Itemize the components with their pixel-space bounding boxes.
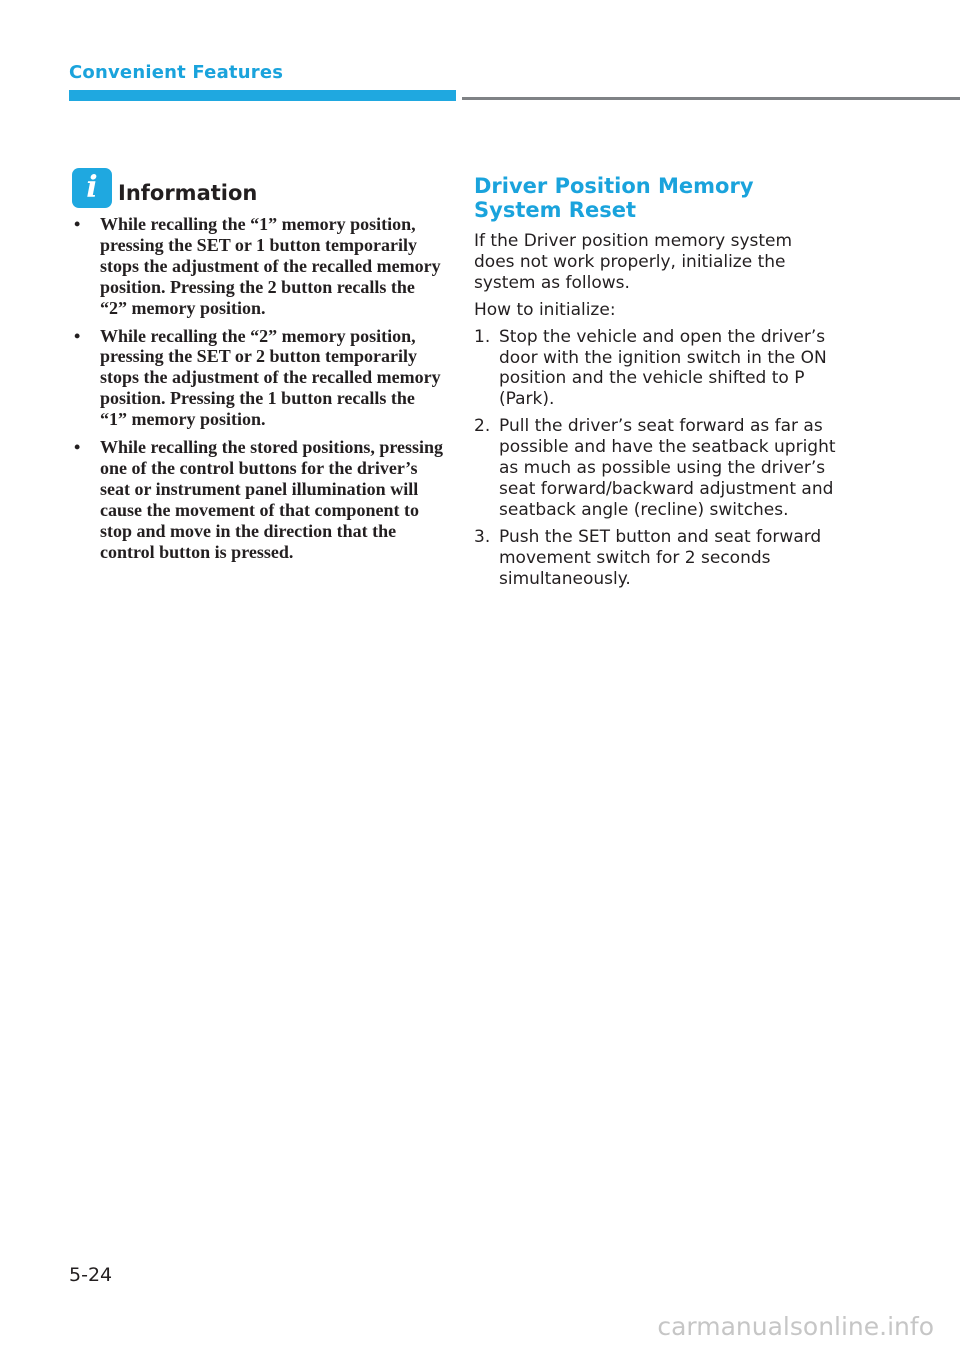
information-item-text: While recalling the “2” memory position, pressing the SET or 2 button temporarily stops the adjustment of the recalled memory position. Pressing the 1 button recalls the “1” memory position. (100, 325, 441, 430)
step-text: Stop the vehicle and open the driver’s door with the ignition switch in the ON position and the vehicle shifted to P (Park). (499, 326, 827, 410)
step-number: 3. (474, 526, 491, 547)
information-item (72, 437, 444, 562)
information-header (72, 168, 444, 208)
bullet: • (74, 437, 81, 458)
information-title: Information (118, 181, 258, 205)
step-text: Push the SET button and seat forward movement switch for 2 seconds simultaneously. (499, 526, 822, 589)
header-rule-gray (462, 97, 960, 100)
page-number: 5-24 (69, 1264, 113, 1286)
step-item (474, 416, 836, 521)
watermark: carmanualsonline.info (657, 1312, 934, 1341)
steps-list (474, 327, 836, 590)
step-number: 1. (474, 326, 491, 347)
step-text: Pull the driver’s seat forward as far as possible and have the seatback upright as much as possible using the driver’s seat forward/backward adjustment and seatback angle (recline) switches. (499, 416, 836, 520)
bullet: • (74, 214, 81, 234)
bullet: • (74, 325, 81, 346)
information-item (72, 214, 444, 319)
information-item-text: While recalling the “1” memory position, pressing the SET or 1 button temporarily stops the adjustment of the recalled memory position. Pressing the 2 button recalls the “2” memory position. (100, 214, 441, 318)
step-number: 2. (474, 416, 491, 437)
reset-heading: Driver Position Memory System Reset (474, 174, 754, 222)
reset-intro: If the Driver position memory system does not work properly, initialize the system as follows. (474, 231, 793, 293)
information-item (72, 326, 444, 431)
reset-section (474, 174, 836, 596)
how-to-label: How to initialize: (474, 299, 616, 320)
information-icon: i (72, 168, 112, 208)
step-item (474, 327, 836, 411)
information-box (72, 168, 444, 570)
header-rule-blue (69, 90, 456, 101)
information-list (72, 214, 444, 563)
step-item (474, 527, 836, 590)
section-title: Convenient Features (69, 62, 284, 83)
information-item-text: While recalling the stored positions, pressing one of the control buttons for the driver’s seat or instrument panel illumination will cause the movement of that component to stop and move in the direction that the control button is pressed. (100, 437, 444, 562)
